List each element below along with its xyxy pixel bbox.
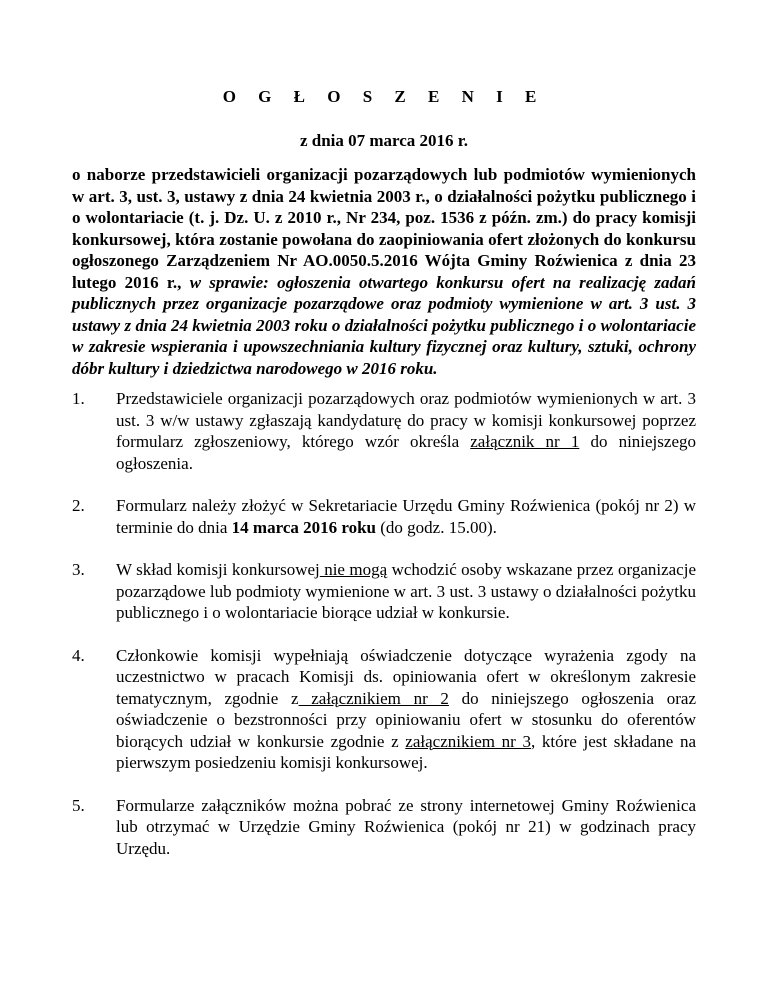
- list-item-text: Formularze załączników można pobrać ze strony internetowej Gminy Roźwienica lub otrzymać w Urzędzie Gminy Roźwienica (pokój nr 21) w godzinach pracy Urzędu.: [116, 795, 696, 858]
- list-item-text: Formularz należy złożyć w Sekretariacie Urzędu Gminy Roźwienica (pokój nr 2) w terminie do dnia: [116, 496, 696, 537]
- list-item-number: 5.: [72, 795, 85, 815]
- list-item-text: do niniejszego ogłoszenia.: [116, 432, 696, 473]
- list-item-text: Przedstawiciele organizacji pozarządowych oraz podmiotów wymienionych w art. 3 ust. 3 w/w ustawy zgłaszają kandydaturę do pracy w komisji konkursowej poprzez formularz zgłoszeniowy, którego wzór określa: [116, 389, 696, 451]
- intro-bold-text: o naborze przedstawicieli organizacji pozarządowych lub podmiotów wymienionych w art. 3, ust. 3, ustawy z dnia 24 kwietnia 2003 r., o działalności pożytku publicznego i o wolontariacie (t. j. Dz. U. z 2010 r., Nr 234, poz. 1536 z późn. zm.) do pracy komisji konkursowej, która zostanie powołana do zaopiniowania ofert złożonych do konkursu ogłoszonego Zarządzeniem Nr AO.0050.5.2016 Wójta Gminy Roźwienica z dnia 23 lutego 2016 r.,: [72, 165, 696, 292]
- intro-paragraph: [72, 164, 696, 379]
- list-item-number: 2.: [72, 496, 85, 515]
- list-item-number: 4.: [72, 645, 85, 665]
- attachment-3-reference: załącznikiem nr 3: [405, 731, 531, 751]
- attachment-2-reference: załącznikiem nr 2: [298, 688, 449, 708]
- document-title: O G Ł O S Z E N I E: [222, 87, 546, 106]
- list-item-text: , które jest składane na pierwszym posiedzeniu komisji konkursowej.: [116, 731, 696, 772]
- list-item: [72, 388, 696, 474]
- list-item: [72, 645, 696, 774]
- list-item-text: do niniejszego ogłoszenia oraz oświadczenie o bezstronności przy opiniowaniu ofert w stosunku do oferentów biorących udział w konkursie zgodnie z: [116, 688, 697, 751]
- list-item-text: wchodzić osoby wskazane przez organizacje pozarządowe lub podmioty wymienione w art. 3 ust. 3 ustawy o działalności pożytku publicznego i o wolontariacie biorące udział w konkursie.: [116, 560, 696, 622]
- list-item: [72, 795, 696, 860]
- attachment-1-reference: załącznik nr 1: [470, 432, 580, 451]
- list-item: [72, 559, 696, 624]
- document-date: z dnia 07 marca 2016 r.: [299, 131, 469, 150]
- deadline-date: 14 marca 2016 roku: [231, 517, 377, 537]
- notice-list: [72, 388, 696, 880]
- list-item-text: (do godz. 15.00).: [376, 517, 497, 537]
- list-item: [72, 495, 696, 538]
- list-item-number: 3.: [72, 560, 85, 579]
- list-item-text: Członkowie komisji wypełniają oświadczenie dotyczące wyrażenia zgody na uczestnictwo w pracach Komisji ds. opiniowania ofert w określonym zakresie tematycznym, zgodnie z: [116, 645, 696, 708]
- list-item-number: 1.: [72, 389, 85, 408]
- emphasis-cannot: nie mogą: [319, 560, 388, 579]
- list-item-text: W skład komisji konkursowej: [116, 560, 320, 579]
- intro-italic-text: w sprawie: ogłoszenia otwartego konkursu ofert na realizację zadań publicznych przez organizacje pozarządowe oraz podmioty wymienione w art. 3 ust. 3 ustawy z dnia 24 kwietnia 2003 roku o działalności pożytku publicznego i o wolontariacie w zakresie wspierania i upowszechniania kultury fizycznej oraz kultury, sztuki, ochrony dóbr kultury i dziedzictwa narodowego w 2016 roku.: [72, 272, 697, 378]
